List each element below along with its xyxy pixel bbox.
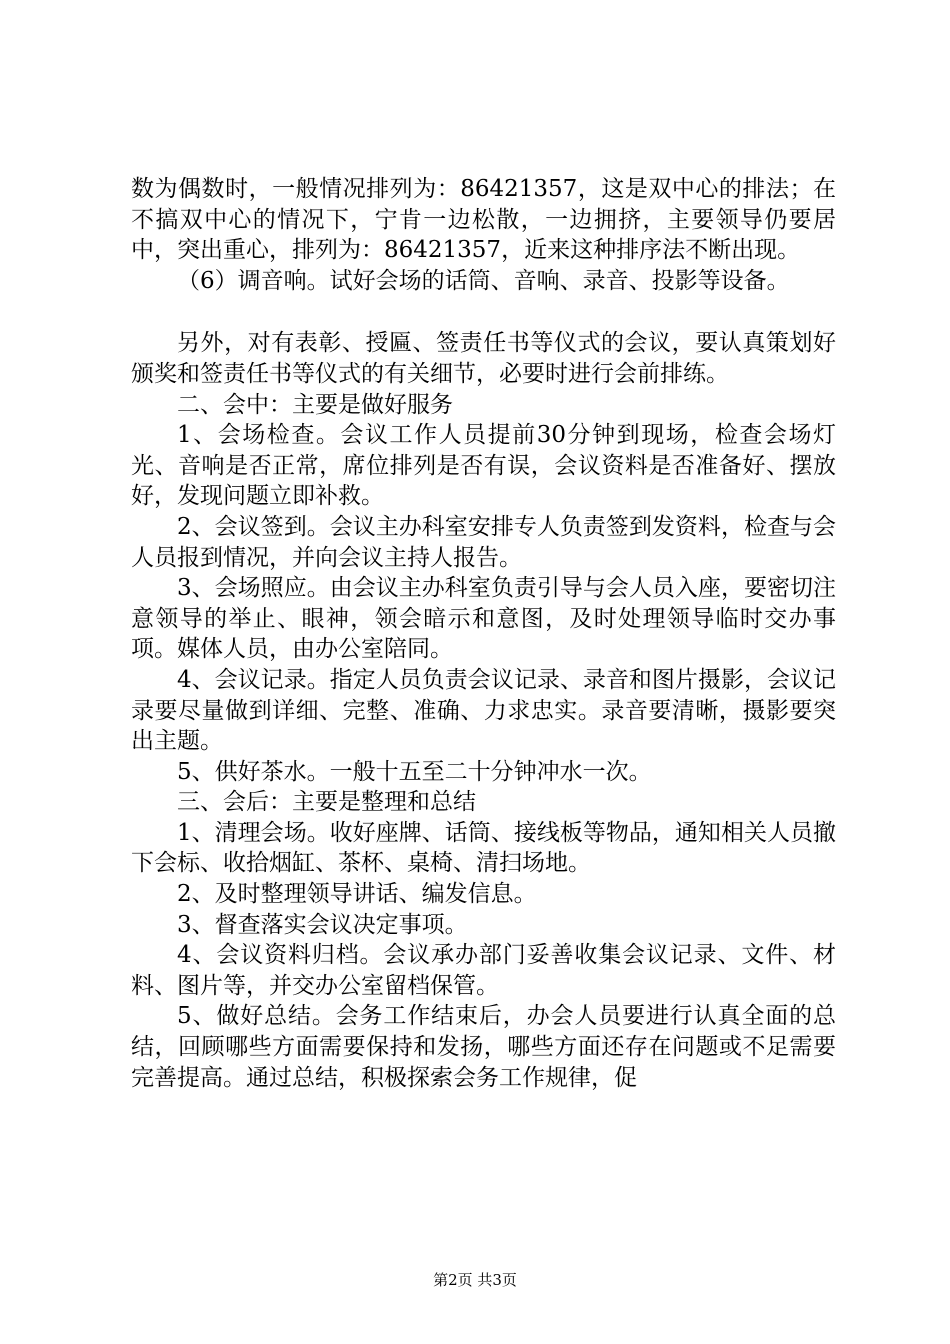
paragraph-9: 5、供好茶水。一般十五至二十分钟冲水一次。 — [177, 758, 652, 785]
paragraph-11: 1、清理会场。收好座牌、话筒、接线板等物品，通知相关人员撤下会标、收拾烟缸、茶杯、桌椅、清扫场地。 — [131, 819, 836, 877]
paragraph-14: 4、会议资料归档。会议承办部门妥善收集会议记录、文件、材料、图片等，并交办公室留档保管。 — [131, 942, 836, 999]
paragraph-2: （6）调音响。试好会场的话筒、音响、录音、投影等设备。 — [177, 267, 790, 294]
paragraph-15: 5、做好总结。会务工作结束后，办会人员要进行认真全面的总结，回顾哪些方面需要保持和发扬，哪些方面还存在问题或不足需要完善提高。通过总结，积极探索会务工作规律，促 — [131, 1003, 836, 1091]
paragraph-8: 4、会议记录。指定人员负责会议记录、录音和图片摄影，会议记录要尽量做到详细、完整、准确、力求忠实。录音要清晰，摄影要突出主题。 — [131, 666, 836, 755]
paragraph-5: 1、会场检查。会议工作人员提前30分钟到现场，检查会场灯光、音响是否正常，席位排列是否有误，会议资料是否准备好、摆放好，发现问题立即补救。 — [131, 422, 836, 510]
page-number-footer: 第2页 共3页 — [433, 1271, 517, 1289]
document-body — [131, 174, 836, 1093]
paragraph-3: 另外，对有表彰、授匾、签责任书等仪式的会议，要认真策划好颁奖和签责任书等仪式的有关细节，必要时进行会前排练。 — [131, 330, 836, 387]
section-heading-3: 三、会后：主要是整理和总结 — [177, 789, 476, 816]
paragraph-7: 3、会场照应。由会议主办科室负责引导与会人员入座，要密切注意领导的举止、眼神，领会暗示和意图，及时处理领导临时交办事项。媒体人员，由办公室陪同。 — [131, 575, 836, 663]
section-heading-2: 二、会中：主要是做好服务 — [177, 391, 453, 418]
paragraph-12: 2、及时整理领导讲话、编发信息。 — [177, 881, 537, 908]
paragraph-13: 3、督查落实会议决定事项。 — [177, 911, 468, 938]
paragraph-1: 数为偶数时，一般情况排列为：86421357，这是双中心的排法；在不搞双中心的情况下，宁肯一边松散，一边拥挤，主要领导仍要居中，突出重心，排列为：86421357，近来这种排序法不断出现。 — [131, 176, 836, 264]
paragraph-6: 2、会议签到。会议主办科室安排专人负责签到发资料，检查与会人员报到情况，并向会议主持人报告。 — [131, 513, 836, 571]
